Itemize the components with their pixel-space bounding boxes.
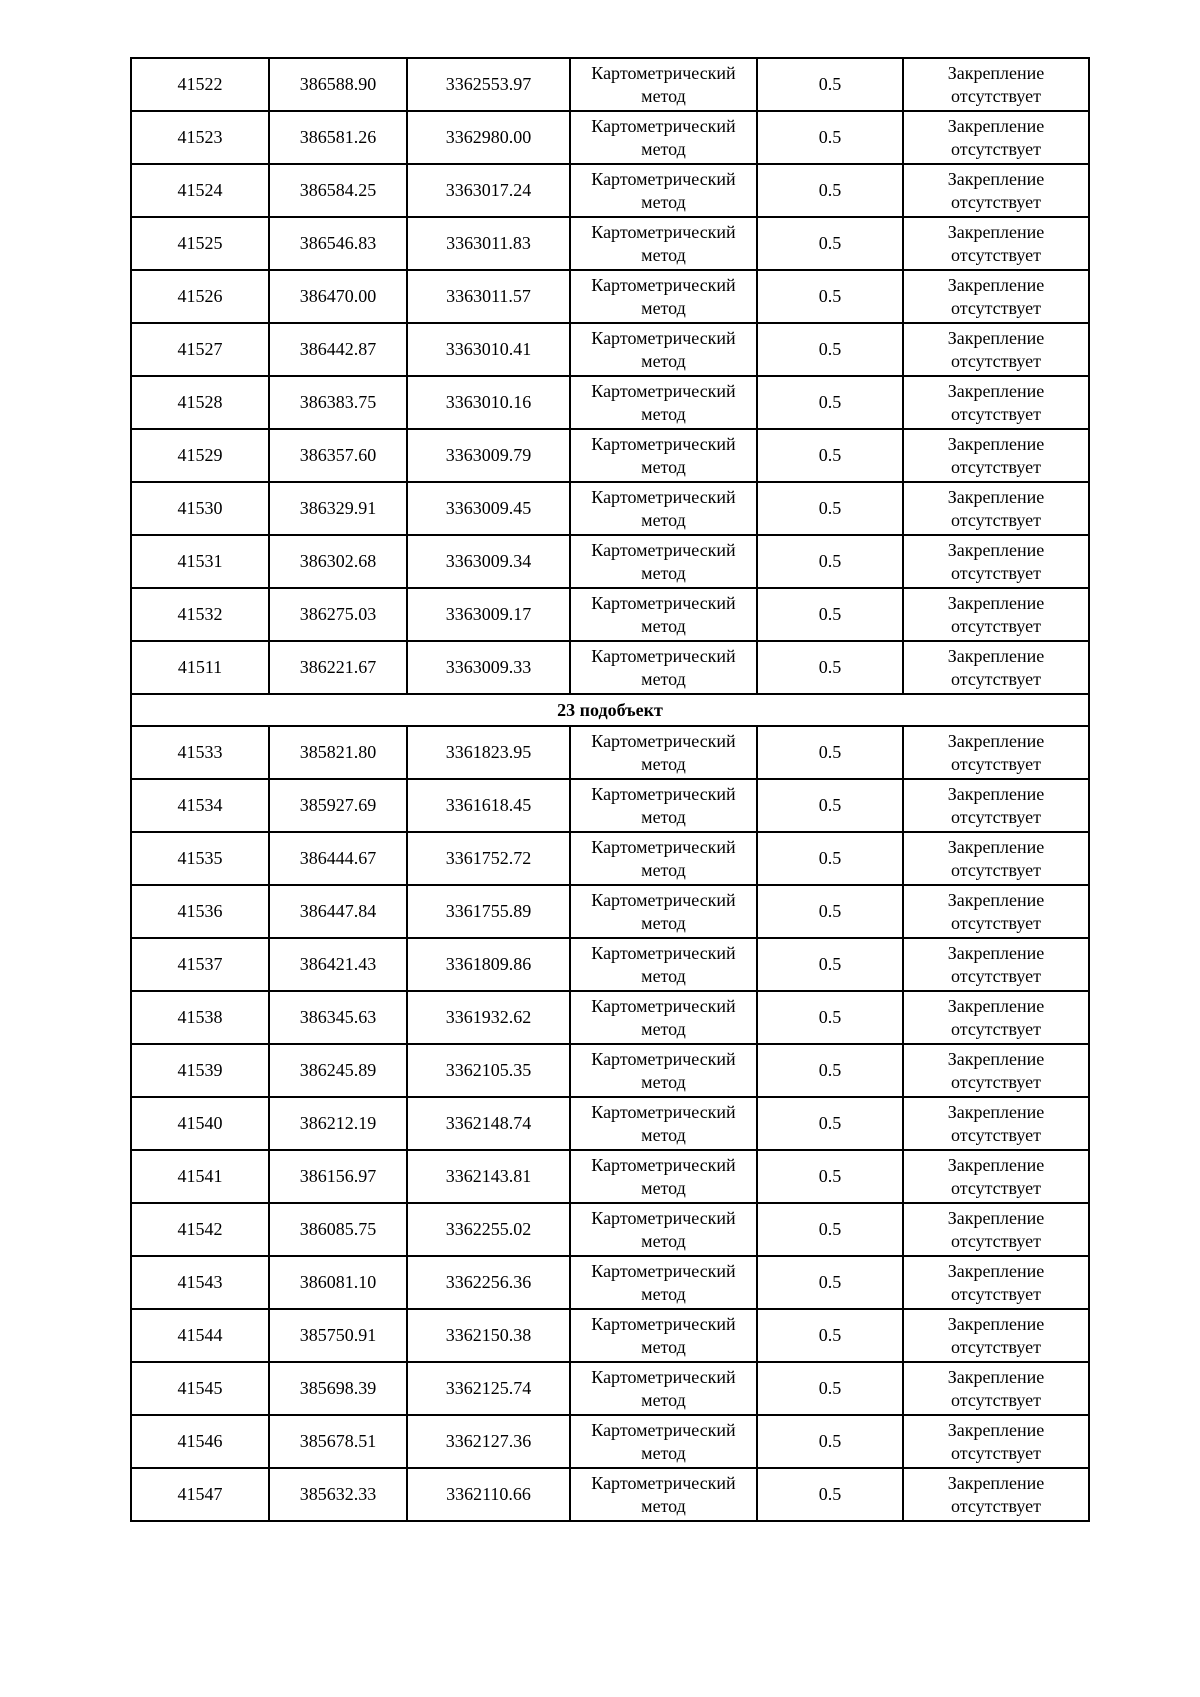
y-coordinate-cell: 3362980.00: [407, 111, 570, 164]
point-number-cell: 41523: [131, 111, 269, 164]
table-row: [131, 832, 1089, 885]
method-cell: Картометрический метод: [570, 588, 757, 641]
fixing-description-cell: Закрепление отсутствует: [903, 1150, 1089, 1203]
table-row: [131, 1150, 1089, 1203]
accuracy-cell: 0.5: [757, 58, 903, 111]
table-row: [131, 1044, 1089, 1097]
method-cell: Картометрический метод: [570, 1150, 757, 1203]
x-coordinate-cell: 386345.63: [269, 991, 407, 1044]
x-coordinate-cell: 386588.90: [269, 58, 407, 111]
point-number-cell: 41535: [131, 832, 269, 885]
y-coordinate-cell: 3363009.33: [407, 641, 570, 694]
fixing-description-cell: Закрепление отсутствует: [903, 1415, 1089, 1468]
accuracy-cell: 0.5: [757, 641, 903, 694]
x-coordinate-cell: 385698.39: [269, 1362, 407, 1415]
x-coordinate-cell: 385927.69: [269, 779, 407, 832]
accuracy-cell: 0.5: [757, 832, 903, 885]
method-cell: Картометрический метод: [570, 1468, 757, 1521]
table-row: [131, 429, 1089, 482]
y-coordinate-cell: 3363011.57: [407, 270, 570, 323]
point-number-cell: 41539: [131, 1044, 269, 1097]
x-coordinate-cell: 385678.51: [269, 1415, 407, 1468]
x-coordinate-cell: 386302.68: [269, 535, 407, 588]
point-number-cell: 41525: [131, 217, 269, 270]
point-number-cell: 41545: [131, 1362, 269, 1415]
x-coordinate-cell: 386245.89: [269, 1044, 407, 1097]
coordinates-table-body: [131, 58, 1089, 1521]
x-coordinate-cell: 386329.91: [269, 482, 407, 535]
method-cell: Картометрический метод: [570, 1044, 757, 1097]
x-coordinate-cell: 385750.91: [269, 1309, 407, 1362]
point-number-cell: 41538: [131, 991, 269, 1044]
x-coordinate-cell: 385632.33: [269, 1468, 407, 1521]
point-number-cell: 41541: [131, 1150, 269, 1203]
y-coordinate-cell: 3362148.74: [407, 1097, 570, 1150]
accuracy-cell: 0.5: [757, 885, 903, 938]
accuracy-cell: 0.5: [757, 1097, 903, 1150]
table-row: [131, 323, 1089, 376]
y-coordinate-cell: 3363009.45: [407, 482, 570, 535]
y-coordinate-cell: 3361809.86: [407, 938, 570, 991]
x-coordinate-cell: 386383.75: [269, 376, 407, 429]
accuracy-cell: 0.5: [757, 270, 903, 323]
table-row: [131, 164, 1089, 217]
fixing-description-cell: Закрепление отсутствует: [903, 1097, 1089, 1150]
table-row: [131, 726, 1089, 779]
method-cell: Картометрический метод: [570, 1203, 757, 1256]
y-coordinate-cell: 3361823.95: [407, 726, 570, 779]
table-row: [131, 1468, 1089, 1521]
y-coordinate-cell: 3361752.72: [407, 832, 570, 885]
x-coordinate-cell: 386447.84: [269, 885, 407, 938]
accuracy-cell: 0.5: [757, 217, 903, 270]
fixing-description-cell: Закрепление отсутствует: [903, 1468, 1089, 1521]
fixing-description-cell: Закрепление отсутствует: [903, 588, 1089, 641]
accuracy-cell: 0.5: [757, 376, 903, 429]
y-coordinate-cell: 3362105.35: [407, 1044, 570, 1097]
table-row: [131, 641, 1089, 694]
method-cell: Картометрический метод: [570, 641, 757, 694]
point-number-cell: 41533: [131, 726, 269, 779]
fixing-description-cell: Закрепление отсутствует: [903, 429, 1089, 482]
method-cell: Картометрический метод: [570, 270, 757, 323]
y-coordinate-cell: 3362256.36: [407, 1256, 570, 1309]
table-row: [131, 482, 1089, 535]
fixing-description-cell: Закрепление отсутствует: [903, 885, 1089, 938]
fixing-description-cell: Закрепление отсутствует: [903, 726, 1089, 779]
y-coordinate-cell: 3362150.38: [407, 1309, 570, 1362]
accuracy-cell: 0.5: [757, 938, 903, 991]
method-cell: Картометрический метод: [570, 482, 757, 535]
fixing-description-cell: Закрепление отсутствует: [903, 1309, 1089, 1362]
fixing-description-cell: Закрепление отсутствует: [903, 111, 1089, 164]
accuracy-cell: 0.5: [757, 323, 903, 376]
table-row: [131, 938, 1089, 991]
method-cell: Картометрический метод: [570, 885, 757, 938]
point-number-cell: 41532: [131, 588, 269, 641]
accuracy-cell: 0.5: [757, 991, 903, 1044]
point-number-cell: 41540: [131, 1097, 269, 1150]
x-coordinate-cell: 386470.00: [269, 270, 407, 323]
method-cell: Картометрический метод: [570, 938, 757, 991]
point-number-cell: 41528: [131, 376, 269, 429]
y-coordinate-cell: 3363009.17: [407, 588, 570, 641]
fixing-description-cell: Закрепление отсутствует: [903, 58, 1089, 111]
point-number-cell: 41524: [131, 164, 269, 217]
table-row: [131, 885, 1089, 938]
fixing-description-cell: Закрепление отсутствует: [903, 1362, 1089, 1415]
fixing-description-cell: Закрепление отсутствует: [903, 641, 1089, 694]
method-cell: Картометрический метод: [570, 376, 757, 429]
y-coordinate-cell: 3362127.36: [407, 1415, 570, 1468]
fixing-description-cell: Закрепление отсутствует: [903, 482, 1089, 535]
table-row: [131, 376, 1089, 429]
fixing-description-cell: Закрепление отсутствует: [903, 938, 1089, 991]
accuracy-cell: 0.5: [757, 535, 903, 588]
y-coordinate-cell: 3361932.62: [407, 991, 570, 1044]
table-row: [131, 1362, 1089, 1415]
fixing-description-cell: Закрепление отсутствует: [903, 991, 1089, 1044]
x-coordinate-cell: 386581.26: [269, 111, 407, 164]
table-row: [131, 58, 1089, 111]
method-cell: Картометрический метод: [570, 1362, 757, 1415]
accuracy-cell: 0.5: [757, 726, 903, 779]
y-coordinate-cell: 3363009.79: [407, 429, 570, 482]
y-coordinate-cell: 3363009.34: [407, 535, 570, 588]
fixing-description-cell: Закрепление отсутствует: [903, 164, 1089, 217]
x-coordinate-cell: 386442.87: [269, 323, 407, 376]
point-number-cell: 41531: [131, 535, 269, 588]
x-coordinate-cell: 386221.67: [269, 641, 407, 694]
table-row: [131, 991, 1089, 1044]
method-cell: Картометрический метод: [570, 779, 757, 832]
accuracy-cell: 0.5: [757, 1044, 903, 1097]
accuracy-cell: 0.5: [757, 1203, 903, 1256]
point-number-cell: 41546: [131, 1415, 269, 1468]
accuracy-cell: 0.5: [757, 164, 903, 217]
point-number-cell: 41544: [131, 1309, 269, 1362]
fixing-description-cell: Закрепление отсутствует: [903, 270, 1089, 323]
x-coordinate-cell: 386357.60: [269, 429, 407, 482]
section-row: [131, 694, 1089, 726]
method-cell: Картометрический метод: [570, 991, 757, 1044]
accuracy-cell: 0.5: [757, 779, 903, 832]
accuracy-cell: 0.5: [757, 1468, 903, 1521]
y-coordinate-cell: 3362125.74: [407, 1362, 570, 1415]
table-row: [131, 217, 1089, 270]
point-number-cell: 41522: [131, 58, 269, 111]
x-coordinate-cell: 386546.83: [269, 217, 407, 270]
y-coordinate-cell: 3362143.81: [407, 1150, 570, 1203]
table-row: [131, 779, 1089, 832]
method-cell: Картометрический метод: [570, 832, 757, 885]
y-coordinate-cell: 3362553.97: [407, 58, 570, 111]
x-coordinate-cell: 386081.10: [269, 1256, 407, 1309]
method-cell: Картометрический метод: [570, 217, 757, 270]
x-coordinate-cell: 386156.97: [269, 1150, 407, 1203]
accuracy-cell: 0.5: [757, 429, 903, 482]
fixing-description-cell: Закрепление отсутствует: [903, 1044, 1089, 1097]
table-row: [131, 1309, 1089, 1362]
y-coordinate-cell: 3363010.41: [407, 323, 570, 376]
point-number-cell: 41542: [131, 1203, 269, 1256]
y-coordinate-cell: 3361618.45: [407, 779, 570, 832]
x-coordinate-cell: 385821.80: [269, 726, 407, 779]
y-coordinate-cell: 3363017.24: [407, 164, 570, 217]
x-coordinate-cell: 386212.19: [269, 1097, 407, 1150]
table-row: [131, 588, 1089, 641]
accuracy-cell: 0.5: [757, 1362, 903, 1415]
fixing-description-cell: Закрепление отсутствует: [903, 1203, 1089, 1256]
y-coordinate-cell: 3362255.02: [407, 1203, 570, 1256]
method-cell: Картометрический метод: [570, 1097, 757, 1150]
fixing-description-cell: Закрепление отсутствует: [903, 832, 1089, 885]
fixing-description-cell: Закрепление отсутствует: [903, 779, 1089, 832]
x-coordinate-cell: 386085.75: [269, 1203, 407, 1256]
x-coordinate-cell: 386275.03: [269, 588, 407, 641]
fixing-description-cell: Закрепление отсутствует: [903, 1256, 1089, 1309]
y-coordinate-cell: 3363010.16: [407, 376, 570, 429]
fixing-description-cell: Закрепление отсутствует: [903, 535, 1089, 588]
table-row: [131, 1097, 1089, 1150]
point-number-cell: 41536: [131, 885, 269, 938]
accuracy-cell: 0.5: [757, 111, 903, 164]
method-cell: Картометрический метод: [570, 535, 757, 588]
point-number-cell: 41530: [131, 482, 269, 535]
point-number-cell: 41526: [131, 270, 269, 323]
point-number-cell: 41547: [131, 1468, 269, 1521]
x-coordinate-cell: 386584.25: [269, 164, 407, 217]
x-coordinate-cell: 386421.43: [269, 938, 407, 991]
accuracy-cell: 0.5: [757, 588, 903, 641]
method-cell: Картометрический метод: [570, 111, 757, 164]
section-title: 23 подобъект: [131, 694, 1089, 726]
point-number-cell: 41534: [131, 779, 269, 832]
accuracy-cell: 0.5: [757, 1150, 903, 1203]
table-row: [131, 1256, 1089, 1309]
method-cell: Картометрический метод: [570, 726, 757, 779]
method-cell: Картометрический метод: [570, 429, 757, 482]
point-number-cell: 41527: [131, 323, 269, 376]
method-cell: Картометрический метод: [570, 1309, 757, 1362]
fixing-description-cell: Закрепление отсутствует: [903, 217, 1089, 270]
point-number-cell: 41529: [131, 429, 269, 482]
table-row: [131, 270, 1089, 323]
fixing-description-cell: Закрепление отсутствует: [903, 323, 1089, 376]
accuracy-cell: 0.5: [757, 1415, 903, 1468]
point-number-cell: 41511: [131, 641, 269, 694]
y-coordinate-cell: 3362110.66: [407, 1468, 570, 1521]
point-number-cell: 41543: [131, 1256, 269, 1309]
method-cell: Картометрический метод: [570, 323, 757, 376]
accuracy-cell: 0.5: [757, 482, 903, 535]
fixing-description-cell: Закрепление отсутствует: [903, 376, 1089, 429]
table-row: [131, 111, 1089, 164]
y-coordinate-cell: 3363011.83: [407, 217, 570, 270]
table-row: [131, 1415, 1089, 1468]
coordinates-table: [130, 57, 1090, 1522]
table-row: [131, 1203, 1089, 1256]
y-coordinate-cell: 3361755.89: [407, 885, 570, 938]
accuracy-cell: 0.5: [757, 1256, 903, 1309]
point-number-cell: 41537: [131, 938, 269, 991]
method-cell: Картометрический метод: [570, 164, 757, 217]
method-cell: Картометрический метод: [570, 58, 757, 111]
table-row: [131, 535, 1089, 588]
method-cell: Картометрический метод: [570, 1415, 757, 1468]
method-cell: Картометрический метод: [570, 1256, 757, 1309]
x-coordinate-cell: 386444.67: [269, 832, 407, 885]
accuracy-cell: 0.5: [757, 1309, 903, 1362]
